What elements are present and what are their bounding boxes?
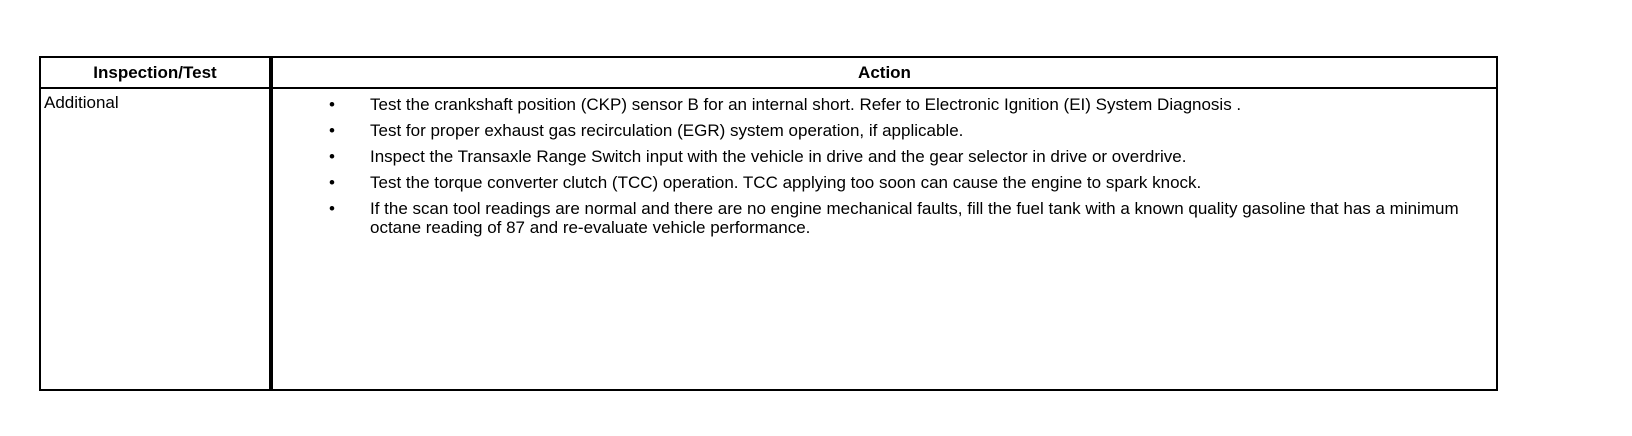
action-text: Test the crankshaft position (CKP) sensor B for an internal short. Refer to Electronic Ignition (EI) System Diagnosis . (370, 95, 1242, 114)
inspection-table (39, 56, 1498, 391)
header-action: Action (858, 63, 911, 82)
action-text: Inspect the Transaxle Range Switch input with the vehicle in drive and the gear selector in drive or overdrive. (370, 147, 1187, 166)
bullet-icon: • (329, 147, 335, 166)
action-item (273, 95, 1473, 114)
action-item (273, 199, 1473, 237)
action-item (273, 173, 1473, 192)
action-item (273, 121, 1473, 140)
header-inspection-test: Inspection/Test (93, 63, 217, 82)
inspection-cell: Additional (44, 93, 119, 112)
action-list (273, 89, 1473, 237)
action-text: Test for proper exhaust gas recirculation (EGR) system operation, if applicable. (370, 121, 964, 140)
action-text: If the scan tool readings are normal and there are no engine mechanical faults, fill the fuel tank with a known quality gasoline that has a minimum octane reading of 87 and re-evaluate vehicle performance. (370, 199, 1459, 237)
bullet-icon: • (329, 173, 335, 192)
action-text: Test the torque converter clutch (TCC) operation. TCC applying too soon can cause the engine to spark knock. (370, 173, 1202, 192)
action-item (273, 147, 1473, 166)
bullet-icon: • (329, 95, 335, 114)
bullet-icon: • (329, 199, 335, 218)
bullet-icon: • (329, 121, 335, 140)
